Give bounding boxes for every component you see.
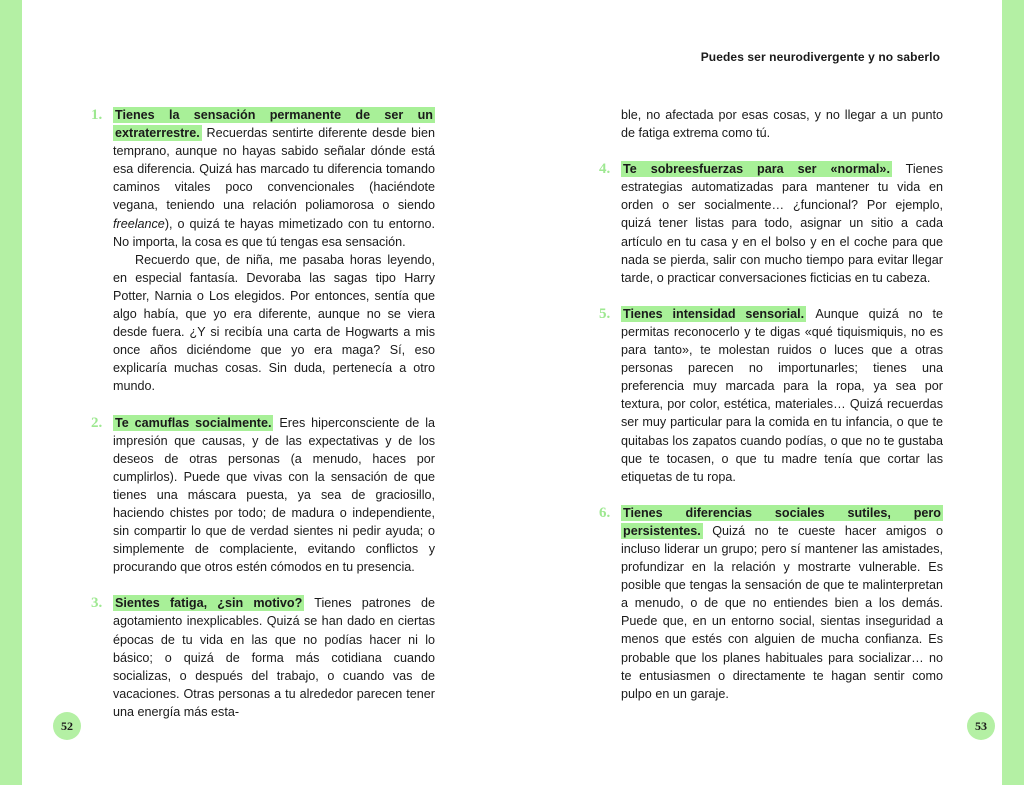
list-item-4 — [599, 160, 943, 287]
item-heading: Te camuflas socialmente. — [115, 415, 272, 430]
item-text: ), o quizá te hayas mimetizado con tu entorno. No importa, la cosa es que tú tengas esa sensación. — [113, 216, 435, 249]
item-paragraph: Recuerdo que, de niña, me pasaba horas leyendo, en especial fantasía. Devoraba las sagas tipo Harry Potter, Narnia o Los elegidos. Por entonces, sentía que algo había, que yo era diferente, aunque no se viera desde fuera. ¿Y si recibía una carta de Hogwarts a mis once años diciéndome que yo era maga? Sí, eso explicaría muchas cosas. Sin duda, pertenecía a otro mundo. — [113, 252, 435, 394]
right-column — [599, 106, 943, 703]
item-number: 6. — [599, 504, 611, 521]
list-item-6 — [599, 504, 943, 703]
item-text-italic: freelance — [113, 216, 165, 231]
right-page — [512, 0, 1002, 785]
page-number-right: 53 — [967, 712, 995, 740]
item-number: 1. — [91, 107, 103, 123]
item-heading: Tienes la sensación permanente de ser un extraterrestre. — [115, 108, 433, 141]
left-column — [91, 106, 435, 721]
book-spread — [22, 0, 1002, 785]
item-number: 3. — [91, 595, 103, 612]
page-number-left: 52 — [53, 712, 81, 740]
list-item-5 — [599, 305, 943, 486]
item-text-continued: ble, no afectada por esas cosas, y no llegar a un punto de fatiga extrema como tú. — [621, 108, 943, 141]
item-text: Eres hiperconsciente de la impresión que causas, y de las expectativas y de los deseos de otras personas (a menudo, haces por cumplirlos). Puede que vivas con la sensación de que tienes una máscara puesta, ya sea de graciosillo, haciendo chistes por todo; de madura o independiente, sin compartir lo que de verdad sientes ni pedir ayuda; o simplemente de complaciente, evitando conflictos y procurando que otros estén cómodos en tu presencia. — [113, 415, 435, 575]
item-heading: Tienes diferencias sociales sutiles, pero persistentes. — [623, 505, 941, 538]
item-text: Recuerdas sentirte diferente desde bien temprano, aunque no hayas sabido señalar dónde está esa diferencia. Quizá has marcado tu diferencia tomando caminos vitales poco convencionales (haciéndote vegana, teniendo una relación poliamorosa o siendo — [113, 126, 435, 213]
item-heading: Sientes fatiga, ¿sin motivo? — [115, 596, 303, 611]
list-item-2 — [91, 414, 435, 577]
item-number: 5. — [599, 305, 611, 322]
item-text: Tienes patrones de agotamiento inexplicables. Quizá se han dado en ciertas épocas de tu vida en las que no podías hacer ni lo básico; o quizá de forma más cotidiana cuando socializas, o después del trabajo, o cuando vas de vacaciones. Otras personas a tu alrededor parecen tener una energía más esta- — [113, 596, 435, 719]
item-number: 4. — [599, 161, 611, 178]
item-text: Quizá no te cueste hacer amigos o incluso liderar un grupo; pero sí mantener las amistades, profundizar en la relación y mostrarte vulnerable. Es posible que tengas la sensación de que te malinterpretan a menudo, o de que no entiendes bien a los demás. Puede que, en un entorno social, sientas inseguridad a menos que estés con alguien de mucha confianza. Es probable que los planes habituales para socializar… no te entusiasmen o directamente te hagan sentir como pulpo en un garaje. — [621, 523, 943, 701]
item-heading: Te sobreesfuerzas para ser «normal». — [623, 162, 890, 177]
list-item-3 — [91, 594, 435, 721]
list-item-1 — [91, 106, 435, 396]
running-head: Puedes ser neurodivergente y no saberlo — [700, 50, 940, 64]
left-page — [22, 0, 512, 785]
item-text: Aunque quizá no te permitas reconocerlo y te digas «qué tiquismiquis, no es para tanto», te molestan ruidos o luces que a otras personas parecen no importunarles; tienes una preferencia muy marcada para la ropa, ya sea por textura, por color, estética, materiales… Quizá recuerdas ser muy particular para la comida en tu infancia, o que te quitabas los zapatos cuando podías, o que no te gustaba que te tocasen, o que tu madre tenía que cortar las etiquetas de tu ropa. — [621, 306, 943, 484]
item-text: Tienes estrategias automatizadas para mantener tu vida en orden o ser socialmente… ¿funcional? Por ejemplo, quizá tener listas para todo, asignar un sitio a cada artículo en tu casa y en el bolso y en el coche para que nada se pierda, salir con mucho tiempo para evitar llegar tarde, o practicar conversaciones ficticias en tu cabeza. — [621, 162, 943, 285]
item-heading: Tienes intensidad sensorial. — [623, 306, 805, 321]
item-number: 2. — [91, 414, 103, 431]
